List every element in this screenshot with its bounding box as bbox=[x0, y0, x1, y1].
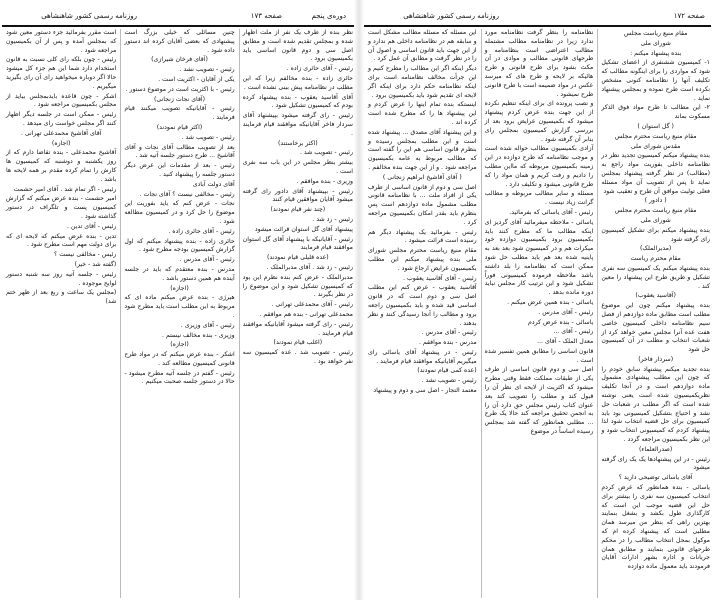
paragraph: رئیس - رای گرفته میشود بپیشنهاد آقای سردار فاخر آقایانیکه موافقند قیام فرمایند . bbox=[242, 112, 353, 137]
page-number: صفحه ۱۷۲ bbox=[673, 12, 705, 20]
centered-heading: (صدرالعلماء) bbox=[639, 445, 673, 453]
centered-heading: ( آقای آقاشیخ ابراهیم زنجانی ) bbox=[382, 173, 462, 181]
paragraph: (مجلس یک ساعت و ربع بعد از ظهر ختم شد) bbox=[6, 289, 117, 306]
paragraph: رئیس - رای گرفته میشود آقایانیکه موافقند قیام فرمایند . bbox=[242, 320, 353, 337]
paragraph: مدرس - بنده معتقدم که باید در جلسه آینده هم همین دستور باشد . bbox=[124, 265, 235, 282]
left-page bbox=[0, 0, 356, 600]
paragraph: محمدعلی تهرانی - بنده هم موافقم . bbox=[259, 310, 353, 318]
paragraph: معتمد التجار - اصل سی و دوم و پیشنهاد bbox=[373, 387, 477, 395]
paragraph: بنده پیشنهاد میکنم چون این موضوع مطلب است مطابق ماده دوازدهم از فصل سیم نظامنامه داخلی کمیسیون خاصی هفت عده آنرا مجلس معین خواهد کرد از شعبات انتخاب و مطلب در آن کمیسیون حل شود bbox=[601, 302, 710, 354]
paragraph: رئیس - مخالفی نیست ؟ bbox=[53, 251, 117, 259]
right-page bbox=[362, 0, 713, 600]
centered-heading: (چند نفر قیام نمودند) bbox=[270, 206, 326, 214]
paragraph: دیگر اینکه اگر این مطالب را مطرح کنیم و این جرأت مخالف نظامنامه است برای اینکه نظامنامه حکم دارد برای اینکه اگر لایحه ای تقدیم شود باید بکمیسیون برود . bbox=[367, 65, 477, 99]
paragraph: پیشنهاد آقای گل استوان قرائت میشود bbox=[254, 225, 353, 233]
paragraph: رئیس - در این پیشنهادها یک یک رای گرفته میشود bbox=[601, 455, 710, 472]
paragraph: امیر حشمت - بنده عرض میکنم که گزارش کمیسیون پست و تلگراف در دستور گذاشته شود . bbox=[6, 195, 117, 220]
paragraph: وزیری - بنده مخالف نیستم . bbox=[162, 331, 235, 339]
paragraph: آزادی بکمیسیون مطالب حواله شده است و موجب نظامنامه که طرح دوازده در این زمینه بکمیسیون مربوطه که مااین مطلب را دادیم و رفت کریم و همان مواد را که طرح قانونی میشود و تکلیف دارد . bbox=[484, 145, 594, 188]
journal-title: روزنامه رسمی کشور شاهنشاهی bbox=[403, 12, 499, 20]
text-column bbox=[481, 29, 594, 598]
right-page-columns bbox=[365, 29, 710, 598]
paragraph: بنده پیشنهاد میکنم یک کمیسیون سه نفری تشکیل و طریق طرح این پیشنهاد را معین کند . bbox=[601, 264, 710, 290]
left-page-header bbox=[4, 12, 352, 26]
centered-heading: (اکثر قیام نمودند) bbox=[156, 123, 203, 131]
centered-heading: (اجازه) bbox=[51, 139, 71, 147]
paragraph: بنده پیشنهاد میکنم کمیسیون تجدید نظر در نظامنامه داخلی بفوریت مواد راجع به (مطالب) در نظر گرفته پیشنهاد بمجلس نماید تا پس از تصویب آن مواد مسئله فعلی تولیت موافق آن طرح و تعقیب شود bbox=[601, 152, 710, 195]
text-column bbox=[3, 29, 116, 598]
text-column bbox=[120, 29, 234, 598]
paragraph: رئیس - با اکثریت است در موضوع دستور . bbox=[125, 85, 235, 93]
centered-heading: (عده قلیلی قیام نمودند) bbox=[266, 254, 329, 262]
paragraph: مسئله و سایر مطالب مربوطه و مطالب گرانت زیاد نیست . bbox=[484, 190, 594, 207]
header-rule bbox=[2, 25, 354, 27]
text-column bbox=[365, 29, 477, 598]
paragraph: یکی از آقایان - اکثریت است . bbox=[158, 75, 235, 83]
paragraph: رئیس - اگر تمام شد . آقای امیر حشمت bbox=[13, 185, 117, 193]
left-page-columns bbox=[3, 29, 353, 598]
centered-heading: مقام منیع ریاست محترم مجلس bbox=[614, 132, 697, 140]
paragraph: مدرس - بنده موافقم . bbox=[418, 339, 477, 347]
centered-heading: ( دادور ) bbox=[644, 197, 667, 205]
paragraph: رئیس - گفتم در جلسه آتیه مطرح میشود - حالا در دستور جلسه صحبت میکنیم . bbox=[124, 369, 235, 386]
centered-heading: ( گل استوان ) bbox=[637, 122, 674, 130]
centered-heading: مقام محترم ریاست bbox=[630, 255, 681, 263]
paragraph: معدل الملک - آقای ... bbox=[537, 338, 594, 346]
paragraph: یاسائی - بنده همانطور که عرض کردم انتخاب کمیسیون سه نفری را بیشتر برای حل این قضیه موجب این است که کارگذاری طول بکشد و بشغل بنمایند بهترین راهی که بنظر من میرسد همان مطلبی است که پیشنهاد کرده ام که موکول بمحل انتخاب مطالب را در محکم طرحهای قانونی بنمایند و مطابق همان جریانات و اداره بشهر ادارات آقایان فرمودند باید معمول ماده دوازده bbox=[601, 484, 710, 571]
paragraph: بیشتر بنظر مجلس در این باب سه نفری است . bbox=[242, 159, 353, 175]
centered-heading: (اجازه) bbox=[170, 284, 189, 292]
paragraph: رئیس - در پیشنهاد آقای یاسائی رای میگیریم آقایانیکه موافقند قیام فرمایند . bbox=[367, 348, 477, 365]
paragraph: رئیس - تصویب نشد . bbox=[179, 66, 235, 74]
paragraph: رئیس - تصویب نشد . bbox=[421, 377, 477, 385]
paragraph: نجات - عرض کنم که باید بفوریت این موضوع را حل کرد و در کمیسیون مطالعه شود . bbox=[124, 200, 235, 225]
paragraph: حائری زاده - بنده مخالفم زیرا که این مطلب در نظامنامه پیش بینی نشده است . bbox=[242, 74, 353, 91]
centered-heading: (اجازه) bbox=[170, 341, 189, 349]
paragraph: نظر بنده از طرف یک نفر از ملت اظهار شده و بمجلس تقدیم شده است و مطابق اصل سی و دوم قانون اساسی باید بکمیسیون برود . bbox=[242, 29, 353, 63]
paragraph: بنده تجدید میکنم پیشنهاد سابق خودم را که چون این مطلب پیشنهادی مشمول ماده دوازدهم است و در آنجا تکلیف نظریکمیسیون شده است یعنی نوشته شده است که اگر مطلب در شعبات حل نشد و احتیاج بتشکیل کمیسیونی بود باید کمیسیون برای حل قضیه انتخاب شود لذا پیشنهاد کردم که کمیسیونی انتخاب شود و این نظر بکمیسیون مراجعه گردد . bbox=[601, 365, 710, 444]
paragraph: رئیس - آقای وزیری . bbox=[180, 321, 235, 329]
paragraph: اینستکه بنده تمام اینها را عرض کردم و این پیشنهاد ها را که مطرح شده است کرده اند . bbox=[367, 101, 477, 126]
header-rule bbox=[364, 25, 711, 27]
centered-heading: (اکثر برخاستند) bbox=[277, 139, 318, 147]
paragraph: تدین - بنده عرض میکنم که لایحه ای که برای دولت مهم است مطرح شود . bbox=[6, 232, 117, 249]
paragraph: هیرژی - بنده عرض میکنم ماده ای که مربوط به این مطلب است باید مطرح شود . bbox=[124, 294, 235, 319]
paragraph: اشکر - چون قاعده بایدبمجلس بیاید از مجلس بکمیسیون مراجعه شود . bbox=[6, 92, 117, 109]
centered-heading: بنده پیشنهاد میکنم : bbox=[630, 49, 682, 57]
paragraph: و این پیشنهاد آقای مصدق ... پیشنهاد شده است و این مطلب بمجلس رسیده و بنظرم قانون اساسی هم این را گفته است که مطالب مربوط به عامه بکمیسیون مراجعه شود . و از این جهت بنده مخالفم . bbox=[367, 128, 477, 171]
paragraph: اصل سی و دوم قانون اساسی از طرف یکی از طبقات مملکت فقط وقتی مطرح میشود که اکثریت از لایحه ای نظر آن را قبول کند و مطلب را تصویب کند بعد عنوان کتاب رئیس مجلس حق دارد آن را به انجمن تحقیق مراجعه کند حالا یک طرح ... مطلبی همانطور که گفته شد بمجلس رسیده اساساً در موضوع bbox=[484, 366, 594, 436]
paragraph: آقای آقاسید یعقوب - بنده پیشنهاد کرده بودم که کمیسیون تشکیل شود . bbox=[242, 93, 353, 110]
paragraph: رئیس - تصویب شد . bbox=[299, 149, 353, 157]
paragraph: رئیس - ممکن است در جلسه دیگر اظهار کنند اگر مجلس خواست رای میدهد . bbox=[6, 111, 117, 127]
paragraph: رئیس - بفرمائید یک پیشنهاد دیگر هم رسیده است قرائت میشود . bbox=[367, 228, 477, 245]
paragraph: رئیس - آقایانیکه تصویب میکنند قیام فرمایند . bbox=[124, 105, 235, 122]
paragraph: رئیس - آقای مدرس . bbox=[421, 329, 477, 337]
paragraph: مدبرالملک - عرض کنم بنده نظرم این بود که کمیسیون تشکیل شود و این موضوع را در نظر بگیرند . bbox=[242, 273, 353, 299]
paragraph: بعد از تصویب مطالب آقای نجات و آقای آقاشیخ ... طرح دستور جلسه آتیه شد . bbox=[124, 143, 235, 160]
paragraph: رئیس - چون بلکه رای کلی نسبت به قانون استخدام دارد شما این هم جزء کل میشود حالا اگر دوباره میخواهید رای آن رای بگیرید میگیریم . bbox=[6, 56, 117, 90]
paragraph: اصل سی و دوم از قانون اساسی از طرف یکی از افراد ملت ... با نظامنامه قانونی مطلب مشمول ماده دوازدهم است پس بنظرم باید بقدر امکان بکمیسیون مراجعه کرد . bbox=[367, 183, 477, 226]
centered-heading: (مدبرالملک) bbox=[640, 245, 672, 253]
paragraph: (گفته شد - خیر) bbox=[74, 260, 117, 268]
paragraph: رئیس - آقایانیکه با پیشنهاد آقای گل استوان موافقند قیام فرمایند bbox=[242, 235, 353, 252]
paragraph: نظامنامه را بنظر گرفت نظامنامه مورد ندارد زیرا در نظامنامه مطالب مشتمله مطالب اعتراضی است بنظامنامه و طرحهای قانونی مطالب و موادی در آن مکث بشود برای طرح قانونی و طرح هائیکه بر لایحه و طرح های که میرسد عکس در مواد ضمیمه است با طرح قانونی طرح نمیشود . bbox=[484, 29, 594, 98]
paragraph: رئیس - تصویب شد . عده کمیسیون سه نفر خواهد بود . bbox=[242, 349, 353, 365]
paragraph: حائری زاده - بنده پیشنهاد میکنم که اول گزارش کمیسیون بودجه مطرح شود . bbox=[124, 237, 235, 254]
paragraph: رئیس - بپیشنهاد آقای دادور رای گرفته میشود آقایان موافقین قیام کنند bbox=[242, 187, 353, 204]
centered-heading: مقام منیع ریاست مجلس bbox=[623, 30, 688, 37]
paragraph: رئیس - آقای حائری زاده . bbox=[168, 227, 235, 235]
paragraph: چنین مسائلی که خیلی بزرگ است پیشنهادی که بعضی آقایان کرده اند دستور داده شود . bbox=[124, 29, 235, 54]
paragraph: رئیس - آقای آقاسید یعقوب . bbox=[403, 274, 477, 282]
paragraph: رئیس - آقای یاسائی که بفرمائید. bbox=[509, 208, 594, 216]
centered-heading: (آقای نجات زنجانی) bbox=[153, 95, 206, 103]
paragraph: بنده پیشنهاد میکنم برای تشکیل کمیسیون رای گرفته شود bbox=[601, 226, 710, 243]
centered-heading: (اغلب قیام نمودند) bbox=[273, 339, 323, 347]
paragraph: رئیس - جلسه آتیه روز سه شنبه دستور لوایح موجوده . bbox=[6, 270, 117, 287]
paragraph: رئیس - آقای ... bbox=[553, 328, 594, 336]
paragraph: (عده کمی قیام نمودند) bbox=[417, 367, 477, 375]
paragraph: آقاشیخ محمدعلی - بنده تقاضا دارم که از روز یکشنبه و دوشنبه که کمیسیون ها کارش را تمام کرده مقدم بر همه لایحه ها باشد . bbox=[6, 149, 117, 183]
text-column bbox=[597, 29, 710, 598]
centered-heading: (سردار فاخر) bbox=[638, 355, 674, 363]
right-page-header bbox=[366, 12, 709, 26]
centered-heading: آقای آقاشیخ محمدعلی تهرانی . bbox=[20, 129, 102, 137]
paragraph: مقام منیع ریاست محترم مجلس شورای ملی بنده پیشنهاد میکنم این مطلب بکمیسیون عرایض ارجاع شود . bbox=[367, 247, 477, 272]
centered-heading: (آقای فرخان شیرازی) bbox=[151, 56, 208, 64]
paragraph: رئیس - آقای حائری زاده . bbox=[286, 65, 353, 73]
paragraph: قانون اساسی را مطابق همین تفسیر شده است . bbox=[484, 347, 594, 364]
paragraph: یاسائی - بنده عرض کردم bbox=[528, 318, 594, 326]
paragraph: است مقرر بفرمائید جزء دستور معین شود که بمجلس آمده و پس از آن بکمیسیون مراجعه شود . bbox=[6, 29, 117, 54]
paragraph: وزیری - بنده موافقم . bbox=[296, 177, 353, 185]
paragraph: رئیس - رد شد . آقای مدبرالملک . bbox=[266, 263, 353, 271]
centered-heading: مقام منیع ریاست محترم مجلس bbox=[614, 207, 697, 215]
paragraph: رئیس - بعد از مقدمات این عرض دیگر دستور جلسه را پیشنهاد کنید . bbox=[124, 162, 235, 178]
paragraph: این مسئله که مسئله مطالب مشکل است و سابقه هم در نظامنامه داخلی هم ندارد و از این جهت باید قانون اساسی و اصول آن را در نظر گرفت و مطابق آن عمل کرد . bbox=[367, 29, 477, 63]
centered-heading: شورای ملی bbox=[640, 216, 671, 224]
paragraph: ۱- کمیسیون ششنفری از اعضای تشکیل شود که مواردی را برای اینگونه مطالب که تکلیف آنها را نظامنامه کنونی مشخص نکرده است طرح نموده و بمجلس پیشنهاد نماید . bbox=[601, 59, 710, 102]
paragraph: و نصب پرونده ای برای اینکه تنظیم نکرده از این جهت بنده عرض کردم پیشنهاد میشود که بکمیسیون عرایض برود بعد از بررسی گزارش کمیسیون بمجلس رای بنابر آن گرفته شود . bbox=[484, 100, 594, 143]
text-column bbox=[239, 29, 353, 598]
paragraph: رئیس - آقای تدین . bbox=[67, 222, 117, 230]
period-label: دوره‌ی پنجم bbox=[311, 12, 346, 20]
centered-heading: (آقاسید یعقوب) bbox=[635, 292, 676, 300]
paragraph: یاسائی - ملاحظه میفرمائید آقای گردیز ای اینکه مطالب ما که مطرح کنند باید بکمیسیون برود بکمیسیون دوازده خود میکرات هم و در کمیسیون شود بعد بعد به پاینیه شده بعد هم باید مطلب حل شود ممکن است که نظامنامه را بلد داشته باشد ملاحظه فرموده کمیسیونی فوراً تشکیل شود و این ترتیب کار مجلس نباید دوره مانده بدهد . bbox=[484, 218, 594, 297]
paragraph: رئیس - آقای مدرس . bbox=[179, 256, 235, 264]
paragraph: رئیس - آقای محمدعلی تهرانی . bbox=[271, 301, 353, 309]
paragraph: آقای دولت آبادی bbox=[192, 180, 235, 188]
paragraph: اشکر - بنده عرض میکنم که در مواد طرح قانونی کمیسیون مطالعه کند . bbox=[124, 351, 235, 367]
centered-heading: شورای ملی bbox=[640, 39, 671, 47]
paragraph: یاسائی - بنده همین عرض میکنم . bbox=[507, 298, 594, 306]
paragraph: آقاسید یعقوب - عرض کنم این مطلب اصل سی و دوم است که در قانون اساسی قید شده و باید بکمیسیون راجعه برود و مطالب را آنجا رسیدگی کنند و نظر بدهند . bbox=[367, 284, 477, 327]
paragraph: رئیس - آقای مدرس . bbox=[538, 308, 594, 316]
centered-heading: آقای یاسائی توضیحی دارید ؟ bbox=[618, 474, 693, 482]
paragraph: رئیس - رد شد . bbox=[312, 215, 353, 223]
paragraph: ۲- این مطالب تا طرح مواد فوق الذکر مسکوت بماند bbox=[601, 104, 710, 121]
paragraph: رئیس - تصویب شد . bbox=[181, 133, 235, 141]
centered-heading: مقدس شورای ملی bbox=[630, 142, 681, 150]
page-number: صفحه ۱۷۳ bbox=[250, 12, 282, 20]
paragraph: رئیس - مخالفی نیست ؟ آقای نجات . bbox=[139, 190, 235, 198]
journal-title: روزنامه رسمی کشور شاهنشاهی bbox=[41, 12, 137, 20]
